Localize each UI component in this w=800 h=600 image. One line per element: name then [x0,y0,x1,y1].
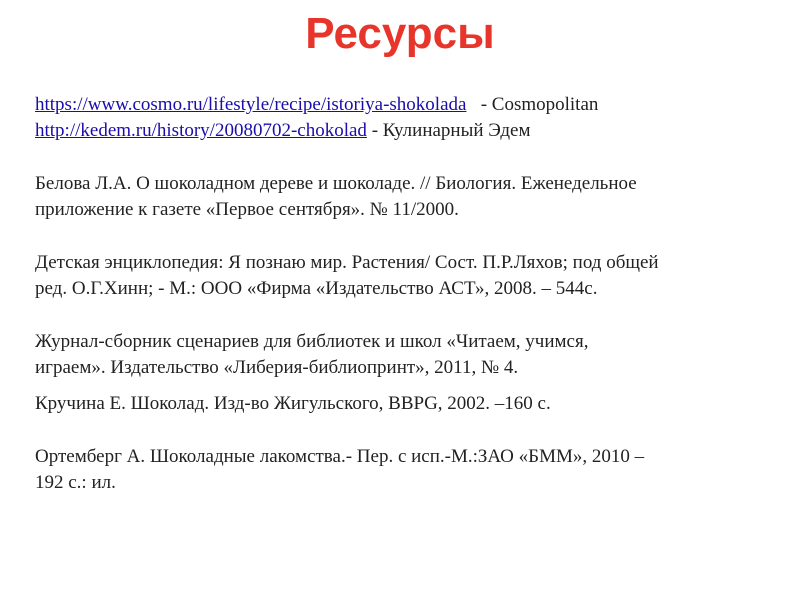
reference-entry [35,250,780,302]
kedem-link[interactable]: http://kedem.ru/history/20080702-chokolad [35,120,367,141]
reference-line: Белова Л.А. О шоколадном дереве и шоколаде. // Биология. Еженедельное [35,173,637,194]
spacer [35,417,780,444]
reference-line: Ортемберг А. Шоколадные лакомства.- Пер. с исп.-М.:ЗАО «БММ», 2010 – [35,446,645,467]
spacer [35,302,780,329]
reference-line: играем». Издательство «Либерия-библиопринт», 2011, № 4. [35,357,519,378]
reference-line: приложение к газете «Первое сентября». № 11/2000. [35,199,459,220]
spacer [35,381,780,391]
cosmo-link[interactable]: https://www.cosmo.ru/lifestyle/recipe/istoriya-shokolada [35,94,467,115]
reference-line: 192 с.: ил. [35,472,116,493]
resources-list [35,92,780,496]
link-source-label: - Кулинарный Эдем [366,120,531,141]
link-source-label: - Cosmopolitan [466,94,599,115]
spacer [35,144,780,171]
spacer [35,223,780,250]
reference-line: Детская энциклопедия: Я познаю мир. Растения/ Сост. П.Р.Ляхов; под общей [35,252,659,273]
reference-entry [35,329,780,381]
reference-entry [35,391,780,417]
link-entry [35,118,780,144]
page-title: Ресурсы [305,9,495,58]
link-entry [35,92,780,118]
reference-entry [35,444,780,496]
reference-line: Журнал-сборник сценариев для библиотек и школ «Читаем, учимся, [35,331,589,352]
reference-line: Кручина Е. Шоколад. Изд-во Жигульского, BBPG, 2002. –160 с. [35,393,551,414]
reference-entry [35,171,780,223]
reference-line: ред. О.Г.Хинн; - М.: ООО «Фирма «Издательство АСТ», 2008. – 544с. [35,278,598,299]
